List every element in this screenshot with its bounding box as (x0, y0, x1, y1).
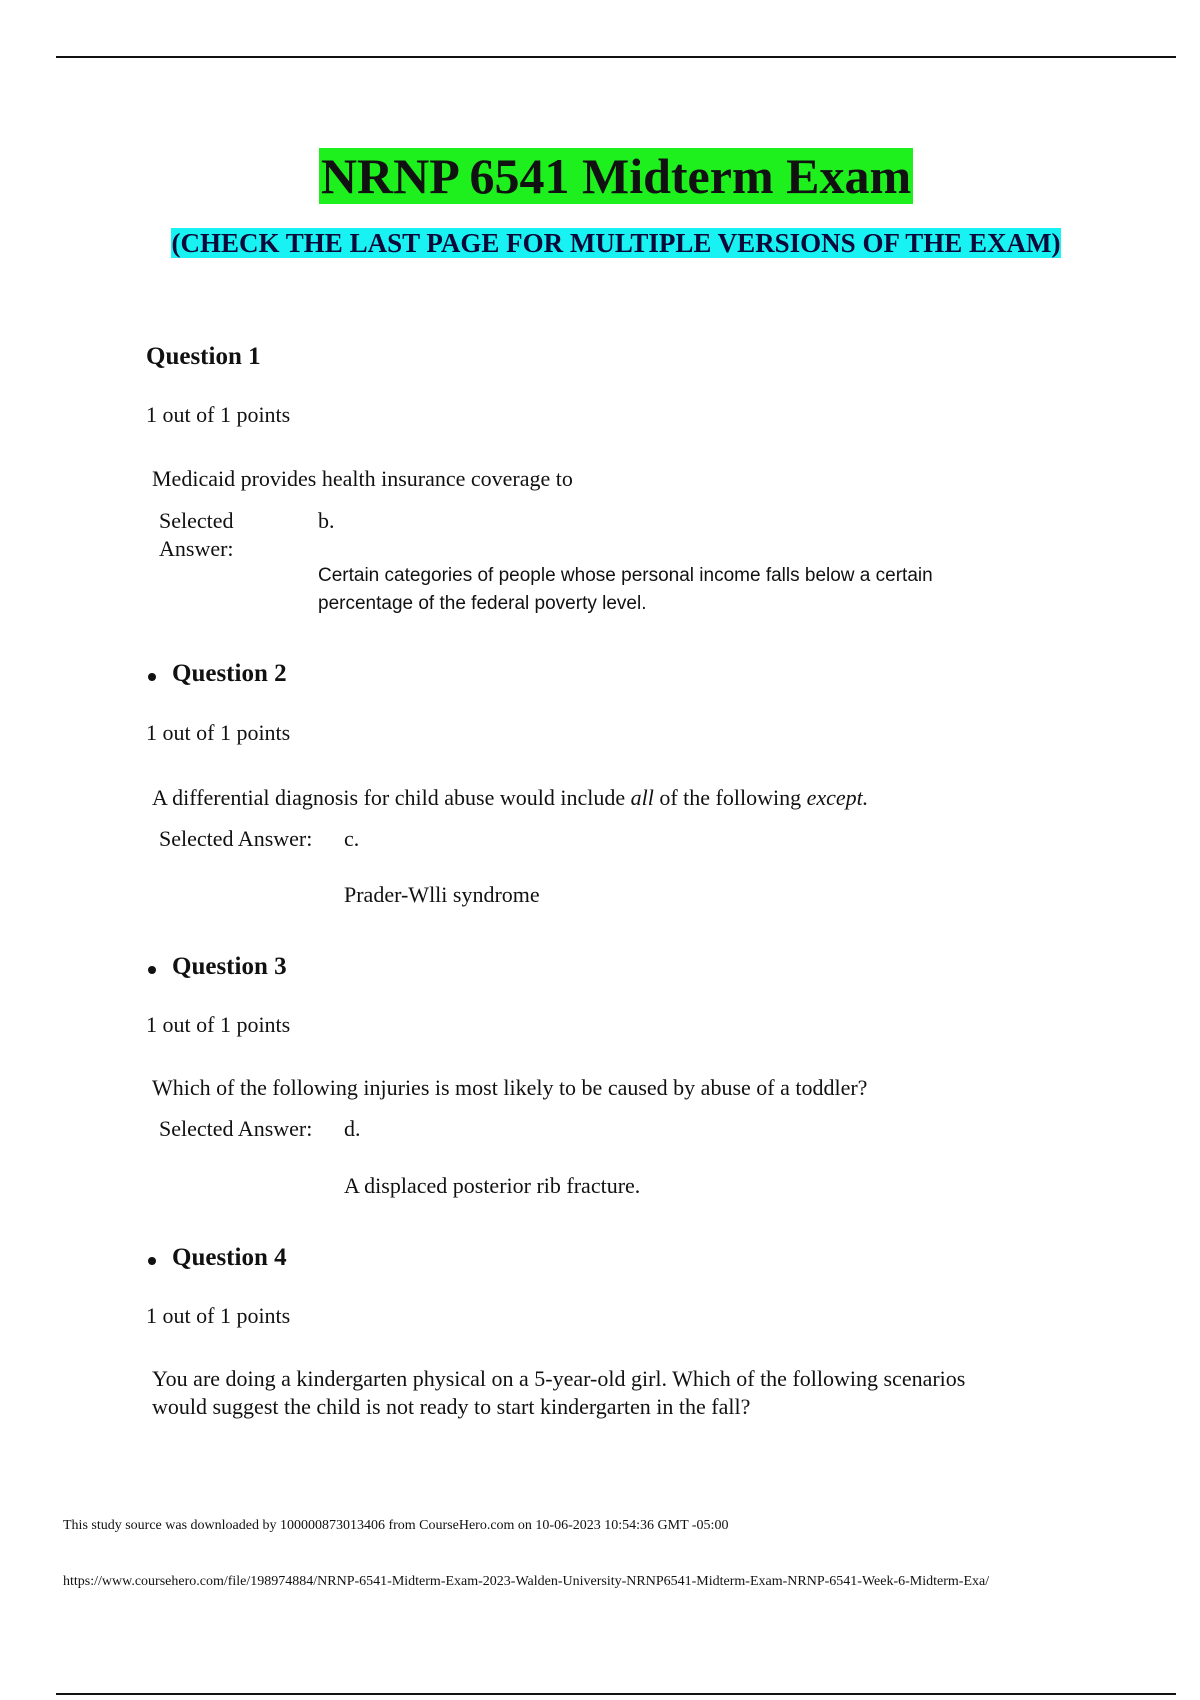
question-2-text-part2: of the following (653, 785, 807, 810)
question-2-answer-label: Selected Answer: (159, 826, 313, 851)
bullet-icon (148, 966, 156, 974)
question-4-text-line1: You are doing a kindergarten physical on a 5-year-old girl. Which of the following scenarios (152, 1366, 966, 1391)
question-1-answer-label-line2: Answer: (159, 536, 234, 561)
question-1-text: Medicaid provides health insurance coverage to (152, 466, 573, 491)
page-subtitle-wrap (0, 227, 1200, 259)
question-3-answer-label: Selected Answer: (159, 1116, 313, 1141)
bottom-rule (56, 1693, 1176, 1695)
question-1-answer-label-line1: Selected (159, 508, 234, 533)
question-1-answer-line2: percentage of the federal poverty level. (318, 593, 647, 614)
question-1-points: 1 out of 1 points (146, 402, 291, 427)
question-3-text: Which of the following injuries is most likely to be caused by abuse of a toddler? (152, 1075, 868, 1100)
question-2-text-part1: A differential diagnosis for child abuse would include (152, 785, 631, 810)
question-3-answer-letter: d. (344, 1116, 361, 1141)
question-4-heading: Question 4 (172, 1244, 287, 1271)
question-2-text (152, 784, 868, 812)
question-2-text-emphasis1: all (630, 785, 654, 810)
question-2-heading: Question 2 (172, 660, 287, 687)
bullet-icon (148, 673, 156, 681)
question-2-answer-letter: c. (344, 826, 360, 851)
question-2-text-emphasis2: except. (806, 785, 869, 810)
page-subtitle: (CHECK THE LAST PAGE FOR MULTIPLE VERSIONS OF THE EXAM) (171, 228, 1061, 258)
page-title-wrap (0, 146, 1200, 206)
question-4-points: 1 out of 1 points (146, 1303, 291, 1328)
question-3-heading: Question 3 (172, 953, 287, 980)
footer-url[interactable]: https://www.coursehero.com/file/198974884/NRNP-6541-Midterm-Exam-2023-Walden-University-NRNP6541-Midterm-Exam-NRNP-6541-Week-6-Midterm-Exa/ (63, 1574, 990, 1589)
bullet-icon (148, 1257, 156, 1265)
question-3-answer: A displaced posterior rib fracture. (344, 1173, 641, 1198)
question-1-heading: Question 1 (146, 343, 261, 370)
question-4-text-line2: would suggest the child is not ready to start kindergarten in the fall? (152, 1394, 751, 1419)
question-2-answer: Prader-Wlli syndrome (344, 882, 540, 907)
question-2-points: 1 out of 1 points (146, 720, 291, 745)
question-1-answer-letter: b. (318, 508, 335, 533)
question-3-points: 1 out of 1 points (146, 1012, 291, 1037)
footer-source-line: This study source was downloaded by 100000873013406 from CourseHero.com on 10-06-2023 10:54:36 GMT -05:00 (63, 1518, 729, 1533)
page-title: NRNP 6541 Midterm Exam (320, 148, 912, 204)
question-1-answer-line1: Certain categories of people whose personal income falls below a certain (318, 565, 933, 586)
top-rule (56, 56, 1176, 58)
